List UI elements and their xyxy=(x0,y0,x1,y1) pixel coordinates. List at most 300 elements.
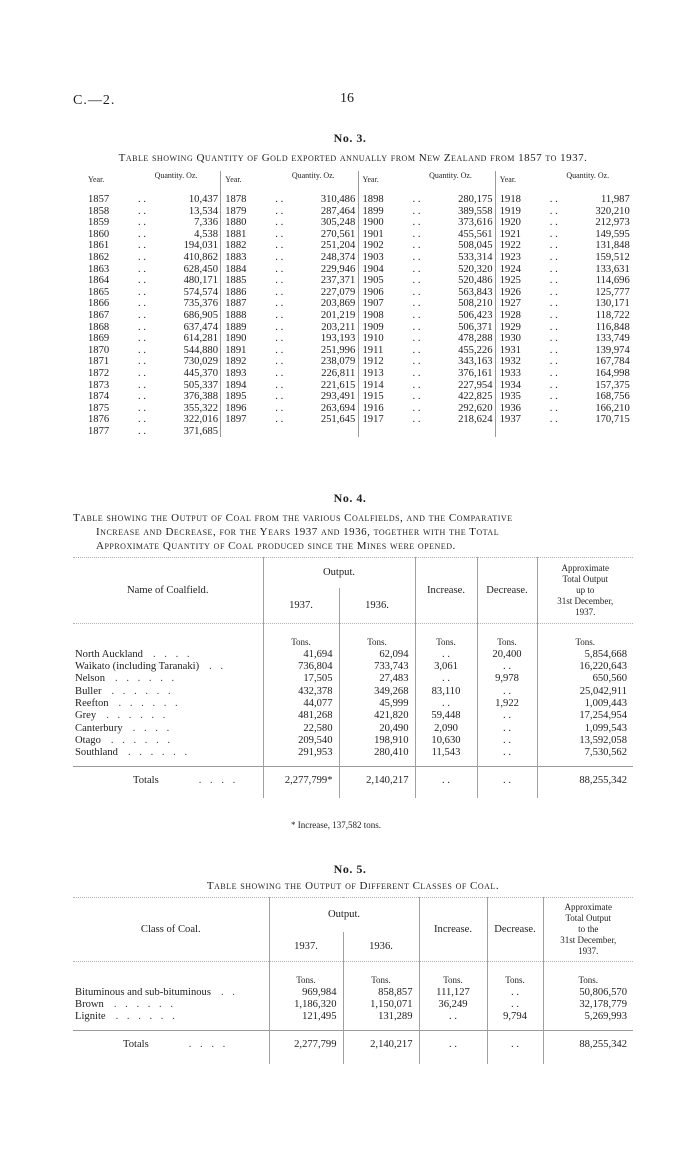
quantity-cell: 167,784 xyxy=(595,356,630,368)
table-row xyxy=(84,275,220,287)
year-cell: 1883 xyxy=(225,251,247,263)
quantity-cell: 355,322 xyxy=(183,402,218,414)
leader-dots: . . xyxy=(138,321,146,333)
leader-dots: . . xyxy=(549,379,558,391)
col-header-coalfield-name: Name of Coalfield. xyxy=(73,558,263,624)
year-header: Year. xyxy=(225,175,242,184)
value-approx-total: 32,178,779 xyxy=(543,998,633,1010)
year-cell: 1921 xyxy=(499,228,521,240)
value-decrease: . . xyxy=(477,684,537,696)
row-name-cell xyxy=(73,1010,269,1022)
quantity-cell: 735,376 xyxy=(183,298,218,310)
value-approx-total: 50,806,570 xyxy=(543,986,633,998)
leader-dots: . . . . . . xyxy=(127,747,191,759)
table-row xyxy=(221,368,357,380)
leader-dots: . . xyxy=(549,356,558,368)
gold-column-header xyxy=(84,171,220,194)
year-cell: 1865 xyxy=(88,286,110,298)
leader-dots: . . xyxy=(412,263,421,275)
table-row xyxy=(221,391,357,403)
total-1937: 2,277,799 xyxy=(269,1030,343,1050)
gold-table-column xyxy=(495,171,632,437)
leader-dots: . . xyxy=(549,298,558,310)
leader-dots: . . xyxy=(138,425,146,437)
row-name-cell xyxy=(73,648,263,660)
table-row xyxy=(359,345,495,357)
col-header-1936: 1936. xyxy=(343,932,419,962)
year-cell: 1870 xyxy=(88,344,110,356)
value-decrease: . . xyxy=(487,986,543,998)
year-cell: 1898 xyxy=(362,194,384,205)
year-cell: 1891 xyxy=(225,344,247,356)
row-name: Buller xyxy=(75,685,102,697)
row-name-cell xyxy=(73,684,263,696)
leader-dots: . . . . . . xyxy=(110,734,174,746)
leader-dots: . . xyxy=(412,333,421,345)
table-row xyxy=(73,709,633,721)
table-row xyxy=(496,217,632,229)
leader-dots: . . xyxy=(275,205,284,217)
leader-dots: . . xyxy=(138,344,146,356)
year-cell: 1903 xyxy=(362,251,384,263)
value-1937: 1,186,320 xyxy=(269,998,343,1010)
quantity-cell: 114,696 xyxy=(595,275,630,287)
col-header-class-name: Class of Coal. xyxy=(73,898,269,962)
year-cell: 1867 xyxy=(88,309,110,321)
leader-dots: . . xyxy=(138,205,146,217)
leader-dots: . . xyxy=(138,379,146,391)
unit-label: Tons. xyxy=(487,962,543,986)
quantity-cell: 455,561 xyxy=(458,228,493,240)
table-row xyxy=(359,322,495,334)
col-header-output: Output. xyxy=(269,898,419,932)
row-name: Southland xyxy=(75,747,118,759)
quantity-cell: 455,226 xyxy=(458,344,493,356)
table-row xyxy=(359,217,495,229)
value-decrease: . . xyxy=(487,998,543,1010)
total-approx-output: 88,255,342 xyxy=(543,1030,633,1050)
leader-dots: . . xyxy=(412,228,421,240)
leader-dots: . . xyxy=(549,344,558,356)
unit-label: Tons. xyxy=(537,624,633,648)
total-approx-output: 88,255,342 xyxy=(537,766,633,786)
value-approx-total: 1,099,543 xyxy=(537,721,633,733)
year-cell: 1893 xyxy=(225,367,247,379)
table-row xyxy=(221,414,357,426)
row-name: Grey xyxy=(75,710,97,722)
leader-dots: . . . . . . xyxy=(111,685,174,697)
quantity-cell: 292,620 xyxy=(458,402,493,414)
leader-dots: . . xyxy=(549,391,558,403)
table-row xyxy=(359,391,495,403)
table-row xyxy=(496,252,632,264)
quantity-cell: 637,474 xyxy=(183,321,218,333)
table-row xyxy=(221,322,357,334)
year-cell: 1890 xyxy=(225,333,247,345)
year-cell: 1934 xyxy=(499,379,521,391)
quantity-cell: 133,749 xyxy=(595,333,630,345)
year-cell: 1889 xyxy=(225,321,247,333)
col-header-1937: 1937. xyxy=(269,932,343,962)
row-name: Nelson xyxy=(75,673,106,685)
value-1937: 22,580 xyxy=(263,721,339,733)
leader-dots: . . xyxy=(275,286,284,298)
quantity-cell: 508,045 xyxy=(458,240,493,252)
value-1937: 969,984 xyxy=(269,986,343,998)
year-cell: 1860 xyxy=(88,228,110,240)
quantity-cell: 251,204 xyxy=(320,240,356,252)
col-header-approx-total: Approximate Total Output up to 31st December, 1937. xyxy=(537,558,633,624)
leader-dots: . . xyxy=(209,661,227,673)
year-cell: 1924 xyxy=(499,263,521,275)
coalfield-table-number: No. 4. xyxy=(333,491,367,505)
quantity-header: Quantity. Oz. xyxy=(429,171,472,180)
quantity-cell: 574,574 xyxy=(183,286,218,298)
table-row xyxy=(73,746,633,758)
quantity-cell: 480,171 xyxy=(183,275,218,287)
table-row xyxy=(496,240,632,252)
quantity-cell: 730,029 xyxy=(183,356,218,368)
row-name-cell xyxy=(73,709,263,721)
leader-dots: . . xyxy=(412,217,421,229)
value-1937: 736,804 xyxy=(263,660,339,672)
year-cell: 1917 xyxy=(362,414,384,426)
value-approx-total: 5,269,993 xyxy=(543,1010,633,1022)
table-row xyxy=(359,287,495,299)
quantity-cell: 293,491 xyxy=(320,391,356,403)
quantity-cell: 376,388 xyxy=(183,391,218,403)
coalfield-output-table xyxy=(73,557,633,798)
year-cell: 1905 xyxy=(362,275,384,287)
year-cell: 1873 xyxy=(88,379,110,391)
value-increase: 10,630 xyxy=(415,734,477,746)
value-approx-total: 25,042,911 xyxy=(537,684,633,696)
leader-dots: . . . . . . xyxy=(118,697,181,709)
page-number: 16 xyxy=(340,91,354,106)
gold-column-header xyxy=(359,171,495,194)
table-row xyxy=(221,380,357,392)
table-row xyxy=(359,298,495,310)
leader-dots: . . xyxy=(138,240,146,252)
quantity-cell: 505,337 xyxy=(183,379,218,391)
table-row xyxy=(73,1010,633,1022)
unit-label: Tons. xyxy=(477,624,537,648)
value-1936: 198,910 xyxy=(339,734,415,746)
col-header-1937: 1937. xyxy=(263,588,339,624)
row-name-cell xyxy=(73,986,269,998)
row-name: Lignite xyxy=(75,1011,106,1023)
table-row xyxy=(359,229,495,241)
quantity-cell: 226,811 xyxy=(321,367,356,379)
row-name-cell xyxy=(73,672,263,684)
value-1937: 291,953 xyxy=(263,746,339,758)
value-1936: 131,289 xyxy=(343,1010,419,1022)
year-cell: 1872 xyxy=(88,367,110,379)
quantity-cell: 11,987 xyxy=(601,194,630,205)
quantity-cell: 193,193 xyxy=(320,333,356,345)
table-row xyxy=(221,333,357,345)
quantity-cell: 686,905 xyxy=(183,309,218,321)
value-increase: . . xyxy=(415,672,477,684)
year-cell: 1895 xyxy=(225,391,247,403)
gold-column-header xyxy=(496,171,632,194)
year-cell: 1858 xyxy=(88,205,110,217)
year-cell: 1861 xyxy=(88,240,110,252)
leader-dots: . . xyxy=(549,194,558,205)
year-cell: 1896 xyxy=(225,402,247,414)
leader-dots: . . . . . . xyxy=(115,1011,178,1023)
quantity-cell: 203,869 xyxy=(320,298,356,310)
unit-label: Tons. xyxy=(419,962,487,986)
quantity-header: Quantity. Oz. xyxy=(566,171,610,180)
value-decrease: . . xyxy=(477,734,537,746)
year-cell: 1876 xyxy=(88,414,110,426)
year-cell: 1886 xyxy=(225,286,247,298)
leader-dots: . . xyxy=(275,309,284,321)
coalfield-totals-row: Totals . . . . 2,277,799* 2,140,217 . . . . 88,255,342 xyxy=(73,766,633,786)
total-increase: . . xyxy=(419,1030,487,1050)
value-decrease: 1,922 xyxy=(477,697,537,709)
table-row xyxy=(359,252,495,264)
quantity-cell: 520,320 xyxy=(458,263,493,275)
year-cell: 1920 xyxy=(499,217,521,229)
table-row xyxy=(359,240,495,252)
table-row xyxy=(221,275,357,287)
table-row xyxy=(221,206,357,218)
quantity-cell: 270,561 xyxy=(320,228,356,240)
table-row xyxy=(84,252,220,264)
leader-dots: . . xyxy=(275,251,284,263)
year-cell: 1918 xyxy=(499,194,521,205)
value-increase: 11,543 xyxy=(415,746,477,758)
year-cell: 1916 xyxy=(362,402,384,414)
quantity-cell: 116,848 xyxy=(595,321,630,333)
year-cell: 1897 xyxy=(225,414,247,426)
value-1936: 27,483 xyxy=(339,672,415,684)
leader-dots: . . xyxy=(412,240,421,252)
quantity-cell: 125,777 xyxy=(595,286,630,298)
leader-dots: . . xyxy=(412,391,421,403)
leader-dots: . . . . xyxy=(152,648,193,660)
year-header: Year. xyxy=(499,175,517,184)
table-row xyxy=(359,333,495,345)
table-row xyxy=(496,391,632,403)
quantity-cell: 212,973 xyxy=(595,217,630,229)
quantity-cell: 376,161 xyxy=(458,367,493,379)
quantity-cell: 227,954 xyxy=(458,379,493,391)
value-approx-total: 16,220,643 xyxy=(537,660,633,672)
year-cell: 1875 xyxy=(88,402,110,414)
total-1937: 2,277,799* xyxy=(263,766,339,786)
table-row xyxy=(221,310,357,322)
unit-label: Tons. xyxy=(339,624,415,648)
col-header-increase: Increase. xyxy=(415,558,477,624)
col-header-output: Output. xyxy=(263,558,415,588)
leader-dots: . . xyxy=(275,391,284,403)
value-1937: 41,694 xyxy=(263,648,339,660)
table-row xyxy=(84,310,220,322)
leader-dots: . . xyxy=(275,414,284,426)
leader-dots: . . xyxy=(412,321,421,333)
value-decrease: 20,400 xyxy=(477,648,537,660)
year-cell: 1923 xyxy=(499,251,521,263)
value-decrease: 9,794 xyxy=(487,1010,543,1022)
total-decrease: . . xyxy=(477,766,537,786)
value-1937: 17,505 xyxy=(263,672,339,684)
leader-dots: . . xyxy=(412,356,421,368)
quantity-cell: 373,616 xyxy=(458,217,493,229)
table-row xyxy=(221,252,357,264)
leader-dots: . . xyxy=(412,205,421,217)
leader-dots: . . xyxy=(138,275,146,287)
class-table-number: No. 5. xyxy=(333,862,367,876)
year-cell: 1910 xyxy=(362,333,384,345)
quantity-cell: 410,862 xyxy=(183,251,218,263)
table-row xyxy=(84,391,220,403)
quantity-cell: 614,281 xyxy=(183,333,218,345)
table-row xyxy=(359,206,495,218)
quantity-cell: 533,314 xyxy=(458,251,493,263)
value-1936: 421,820 xyxy=(339,709,415,721)
quantity-cell: 371,685 xyxy=(183,425,218,437)
table-row xyxy=(221,240,357,252)
year-cell: 1926 xyxy=(499,286,521,298)
total-increase: . . xyxy=(415,766,477,786)
year-cell: 1871 xyxy=(88,356,110,368)
leader-dots: . . xyxy=(138,414,146,426)
year-cell: 1884 xyxy=(225,263,247,275)
leader-dots: . . xyxy=(275,240,284,252)
year-cell: 1887 xyxy=(225,298,247,310)
quantity-cell: 251,645 xyxy=(320,414,356,426)
leader-dots: . . xyxy=(549,367,558,379)
quantity-cell: 229,946 xyxy=(320,263,356,275)
quantity-cell: 238,079 xyxy=(320,356,356,368)
table-row xyxy=(221,298,357,310)
leader-dots: . . xyxy=(138,228,146,240)
table-row xyxy=(84,333,220,345)
value-1936: 45,999 xyxy=(339,697,415,709)
leader-dots: . . xyxy=(412,251,421,263)
quantity-cell: 130,171 xyxy=(595,298,630,310)
row-name-cell xyxy=(73,721,263,733)
col-header-approx-total: Approximate Total Output to the 31st December, 1937. xyxy=(543,898,633,962)
row-name: Otago xyxy=(75,734,101,746)
year-cell: 1880 xyxy=(225,217,247,229)
row-name: Waikato (including Taranaki) xyxy=(75,661,200,673)
leader-dots: . . xyxy=(275,263,284,275)
year-cell: 1915 xyxy=(362,391,384,403)
year-cell: 1933 xyxy=(499,367,521,379)
year-cell: 1922 xyxy=(499,240,521,252)
table-row xyxy=(84,356,220,368)
coalfield-table-title-line-2: Increase and Decrease, for the Years 1937 and 1936, together with the Total xyxy=(96,526,500,538)
unit-label: Tons. xyxy=(263,624,339,648)
table-row xyxy=(359,380,495,392)
leader-dots: . . xyxy=(138,367,146,379)
totals-label: Totals xyxy=(123,1039,149,1051)
leader-dots: . . xyxy=(138,333,146,345)
table-row xyxy=(496,333,632,345)
quantity-cell: 157,375 xyxy=(595,379,630,391)
leader-dots: . . xyxy=(275,228,284,240)
year-header: Year. xyxy=(362,175,379,184)
value-1936: 280,410 xyxy=(339,746,415,758)
quantity-cell: 237,371 xyxy=(320,275,356,287)
leader-dots: . . xyxy=(412,344,421,356)
year-header: Year. xyxy=(88,175,105,184)
year-cell: 1911 xyxy=(362,344,384,356)
quantity-cell: 310,486 xyxy=(320,194,356,205)
leader-dots: . . xyxy=(275,333,284,345)
quantity-cell: 422,825 xyxy=(458,391,493,403)
quantity-cell: 13,534 xyxy=(188,205,218,217)
leader-dots: . . xyxy=(275,275,284,287)
year-cell: 1864 xyxy=(88,275,110,287)
quantity-cell: 520,486 xyxy=(458,275,493,287)
table-row xyxy=(84,206,220,218)
value-increase: 83,110 xyxy=(415,684,477,696)
table-row xyxy=(73,721,633,733)
row-name: Canterbury xyxy=(75,722,123,734)
leader-dots: . . xyxy=(549,275,558,287)
leader-dots: . . xyxy=(275,217,284,229)
year-cell: 1877 xyxy=(88,425,110,437)
col-header-decrease: Decrease. xyxy=(487,898,543,962)
value-increase: 111,127 xyxy=(419,986,487,998)
value-1936: 349,268 xyxy=(339,684,415,696)
quantity-cell: 287,464 xyxy=(320,205,356,217)
leader-dots: . . xyxy=(412,379,421,391)
leader-dots: . . xyxy=(549,402,558,414)
table-row xyxy=(73,660,633,672)
year-cell: 1894 xyxy=(225,379,247,391)
col-header-increase: Increase. xyxy=(419,898,487,962)
gold-export-table xyxy=(84,171,632,437)
table-row xyxy=(496,310,632,322)
leader-dots: . . xyxy=(549,309,558,321)
year-cell: 1863 xyxy=(88,263,110,275)
leader-dots: . . xyxy=(275,321,284,333)
leader-dots: . . xyxy=(549,240,558,252)
leader-dots: . . xyxy=(412,286,421,298)
value-approx-total: 17,254,954 xyxy=(537,709,633,721)
document-reference: C.—2. xyxy=(73,93,116,108)
year-cell: 1925 xyxy=(499,275,521,287)
value-increase: 3,061 xyxy=(415,660,477,672)
value-increase: . . xyxy=(415,697,477,709)
leader-dots: . . xyxy=(275,367,284,379)
leader-dots: . . xyxy=(549,217,558,229)
quantity-header: Quantity. Oz. xyxy=(154,171,198,180)
totals-label: Totals xyxy=(133,775,159,787)
leader-dots: . . xyxy=(412,275,421,287)
quantity-cell: 139,974 xyxy=(595,344,630,356)
value-1937: 209,540 xyxy=(263,734,339,746)
year-cell: 1912 xyxy=(362,356,384,368)
value-decrease: . . xyxy=(477,709,537,721)
year-cell: 1881 xyxy=(225,228,247,240)
year-cell: 1908 xyxy=(362,309,384,321)
value-1936: 733,743 xyxy=(339,660,415,672)
table-row xyxy=(496,414,632,426)
table-row xyxy=(84,414,220,426)
leader-dots: . . . . . . xyxy=(106,710,169,722)
year-cell: 1888 xyxy=(225,309,247,321)
col-header-1936: 1936. xyxy=(339,588,415,624)
quantity-cell: 221,615 xyxy=(320,379,356,391)
quantity-cell: 201,219 xyxy=(320,309,356,321)
